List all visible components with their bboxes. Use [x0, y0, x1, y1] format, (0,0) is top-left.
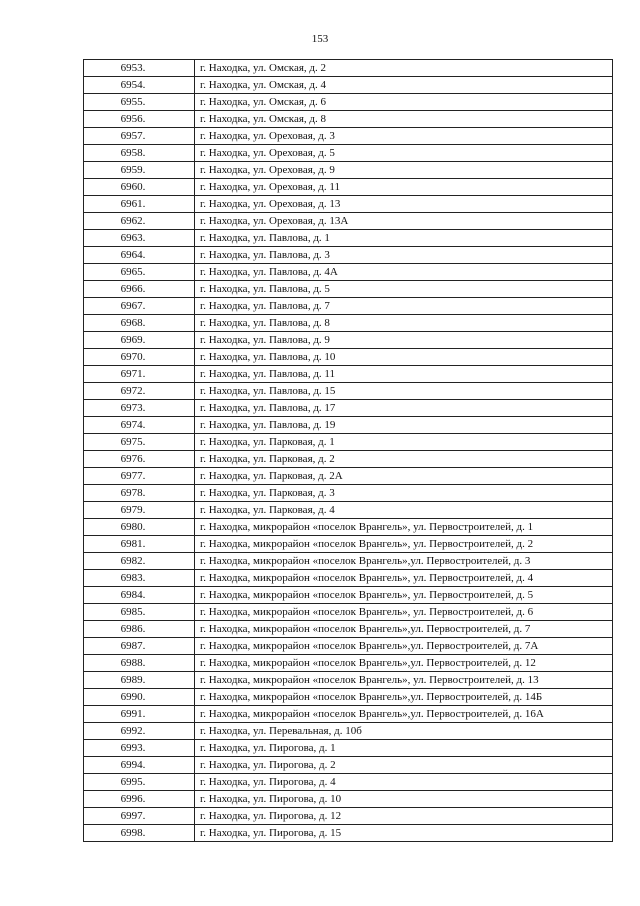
row-address: г. Находка, микрорайон «поселок Врангель»,ул. Первостроителей, д. 7	[195, 621, 613, 638]
table-row	[84, 434, 613, 451]
row-number: 6955.	[84, 94, 195, 111]
table-row	[84, 213, 613, 230]
table-row	[84, 162, 613, 179]
table-row	[84, 536, 613, 553]
table-row	[84, 468, 613, 485]
row-address: г. Находка, ул. Павлова, д. 9	[195, 332, 613, 349]
row-address: г. Находка, микрорайон «поселок Врангель», ул. Первостроителей, д. 5	[195, 587, 613, 604]
table-row	[84, 791, 613, 808]
row-address: г. Находка, ул. Павлова, д. 17	[195, 400, 613, 417]
table-row	[84, 179, 613, 196]
row-address: г. Находка, ул. Парковая, д. 2А	[195, 468, 613, 485]
row-address: г. Находка, ул. Ореховая, д. 9	[195, 162, 613, 179]
row-number: 6987.	[84, 638, 195, 655]
row-number: 6965.	[84, 264, 195, 281]
row-number: 6954.	[84, 77, 195, 94]
row-number: 6985.	[84, 604, 195, 621]
row-address: г. Находка, микрорайон «поселок Врангель», ул. Первостроителей, д. 1	[195, 519, 613, 536]
row-number: 6994.	[84, 757, 195, 774]
row-number: 6974.	[84, 417, 195, 434]
row-address: г. Находка, ул. Ореховая, д. 13	[195, 196, 613, 213]
row-number: 6967.	[84, 298, 195, 315]
row-address: г. Находка, микрорайон «поселок Врангель», ул. Первостроителей, д. 6	[195, 604, 613, 621]
row-number: 6969.	[84, 332, 195, 349]
row-number: 6998.	[84, 825, 195, 842]
table-row	[84, 400, 613, 417]
table-row	[84, 264, 613, 281]
row-number: 6973.	[84, 400, 195, 417]
row-number: 6978.	[84, 485, 195, 502]
table-row	[84, 383, 613, 400]
row-number: 6991.	[84, 706, 195, 723]
table-row	[84, 196, 613, 213]
row-address: г. Находка, микрорайон «поселок Врангель»,ул. Первостроителей, д. 3	[195, 553, 613, 570]
table-row	[84, 298, 613, 315]
row-number: 6995.	[84, 774, 195, 791]
table-row	[84, 689, 613, 706]
row-address: г. Находка, ул. Павлова, д. 7	[195, 298, 613, 315]
row-number: 6977.	[84, 468, 195, 485]
row-address: г. Находка, ул. Парковая, д. 1	[195, 434, 613, 451]
table-row	[84, 825, 613, 842]
row-address: г. Находка, ул. Ореховая, д. 11	[195, 179, 613, 196]
row-address: г. Находка, ул. Омская, д. 8	[195, 111, 613, 128]
row-address: г. Находка, ул. Парковая, д. 4	[195, 502, 613, 519]
row-number: 6981.	[84, 536, 195, 553]
row-address: г. Находка, ул. Пирогова, д. 4	[195, 774, 613, 791]
row-address: г. Находка, ул. Омская, д. 2	[195, 60, 613, 77]
row-number: 6956.	[84, 111, 195, 128]
row-address: г. Находка, ул. Пирогова, д. 2	[195, 757, 613, 774]
table-row	[84, 638, 613, 655]
table-row	[84, 740, 613, 757]
row-address: г. Находка, ул. Павлова, д. 15	[195, 383, 613, 400]
row-number: 6979.	[84, 502, 195, 519]
row-address: г. Находка, ул. Пирогова, д. 12	[195, 808, 613, 825]
table-row	[84, 774, 613, 791]
row-number: 6966.	[84, 281, 195, 298]
row-number: 6976.	[84, 451, 195, 468]
row-address: г. Находка, ул. Ореховая, д. 5	[195, 145, 613, 162]
row-address: г. Находка, ул. Ореховая, д. 3	[195, 128, 613, 145]
table-row	[84, 672, 613, 689]
row-number: 6971.	[84, 366, 195, 383]
row-address: г. Находка, ул. Павлова, д. 4А	[195, 264, 613, 281]
table-row	[84, 94, 613, 111]
row-number: 6960.	[84, 179, 195, 196]
row-number: 6975.	[84, 434, 195, 451]
table-row	[84, 128, 613, 145]
row-address: г. Находка, ул. Павлова, д. 11	[195, 366, 613, 383]
table-row	[84, 77, 613, 94]
row-address: г. Находка, ул. Павлова, д. 1	[195, 230, 613, 247]
row-number: 6990.	[84, 689, 195, 706]
table-row	[84, 706, 613, 723]
row-address: г. Находка, ул. Пирогова, д. 15	[195, 825, 613, 842]
table-row	[84, 757, 613, 774]
row-number: 6986.	[84, 621, 195, 638]
row-address: г. Находка, ул. Ореховая, д. 13А	[195, 213, 613, 230]
row-address: г. Находка, ул. Перевальная, д. 10б	[195, 723, 613, 740]
row-number: 6984.	[84, 587, 195, 604]
table-row	[84, 366, 613, 383]
address-table-body	[84, 60, 613, 842]
row-number: 6980.	[84, 519, 195, 536]
table-row	[84, 570, 613, 587]
row-number: 6982.	[84, 553, 195, 570]
row-address: г. Находка, ул. Павлова, д. 19	[195, 417, 613, 434]
table-row	[84, 451, 613, 468]
row-address: г. Находка, микрорайон «поселок Врангель»,ул. Первостроителей, д. 12	[195, 655, 613, 672]
row-address: г. Находка, ул. Павлова, д. 5	[195, 281, 613, 298]
table-row	[84, 604, 613, 621]
row-number: 6988.	[84, 655, 195, 672]
row-number: 6989.	[84, 672, 195, 689]
row-address: г. Находка, микрорайон «поселок Врангель», ул. Первостроителей, д. 2	[195, 536, 613, 553]
table-row	[84, 111, 613, 128]
row-address: г. Находка, микрорайон «поселок Врангель»,ул. Первостроителей, д. 7А	[195, 638, 613, 655]
table-row	[84, 655, 613, 672]
table-row	[84, 315, 613, 332]
row-number: 6970.	[84, 349, 195, 366]
row-address: г. Находка, ул. Пирогова, д. 1	[195, 740, 613, 757]
row-address: г. Находка, ул. Павлова, д. 10	[195, 349, 613, 366]
row-address: г. Находка, ул. Парковая, д. 3	[195, 485, 613, 502]
row-address: г. Находка, микрорайон «поселок Врангель»,ул. Первостроителей, д. 16А	[195, 706, 613, 723]
table-row	[84, 332, 613, 349]
row-address: г. Находка, ул. Павлова, д. 8	[195, 315, 613, 332]
table-row	[84, 349, 613, 366]
row-address: г. Находка, микрорайон «поселок Врангель», ул. Первостроителей, д. 13	[195, 672, 613, 689]
table-row	[84, 230, 613, 247]
row-address: г. Находка, ул. Пирогова, д. 10	[195, 791, 613, 808]
row-number: 6968.	[84, 315, 195, 332]
table-row	[84, 587, 613, 604]
row-number: 6959.	[84, 162, 195, 179]
row-number: 6983.	[84, 570, 195, 587]
table-row	[84, 247, 613, 264]
row-address: г. Находка, ул. Омская, д. 4	[195, 77, 613, 94]
row-address: г. Находка, ул. Омская, д. 6	[195, 94, 613, 111]
row-address: г. Находка, микрорайон «поселок Врангель», ул. Первостроителей, д. 4	[195, 570, 613, 587]
address-table	[83, 59, 613, 842]
table-row	[84, 519, 613, 536]
table-row	[84, 281, 613, 298]
row-address: г. Находка, микрорайон «поселок Врангель»,ул. Первостроителей, д. 14Б	[195, 689, 613, 706]
row-number: 6961.	[84, 196, 195, 213]
table-row	[84, 553, 613, 570]
table-row	[84, 485, 613, 502]
page-number: 153	[311, 33, 329, 45]
row-number: 6992.	[84, 723, 195, 740]
row-number: 6972.	[84, 383, 195, 400]
table-row	[84, 60, 613, 77]
row-number: 6953.	[84, 60, 195, 77]
row-number: 6997.	[84, 808, 195, 825]
table-row	[84, 723, 613, 740]
row-number: 6996.	[84, 791, 195, 808]
table-row	[84, 502, 613, 519]
row-number: 6957.	[84, 128, 195, 145]
table-row	[84, 145, 613, 162]
row-number: 6962.	[84, 213, 195, 230]
row-number: 6964.	[84, 247, 195, 264]
row-number: 6993.	[84, 740, 195, 757]
table-row	[84, 621, 613, 638]
table-row	[84, 417, 613, 434]
row-number: 6963.	[84, 230, 195, 247]
row-number: 6958.	[84, 145, 195, 162]
table-row	[84, 808, 613, 825]
row-address: г. Находка, ул. Парковая, д. 2	[195, 451, 613, 468]
row-address: г. Находка, ул. Павлова, д. 3	[195, 247, 613, 264]
